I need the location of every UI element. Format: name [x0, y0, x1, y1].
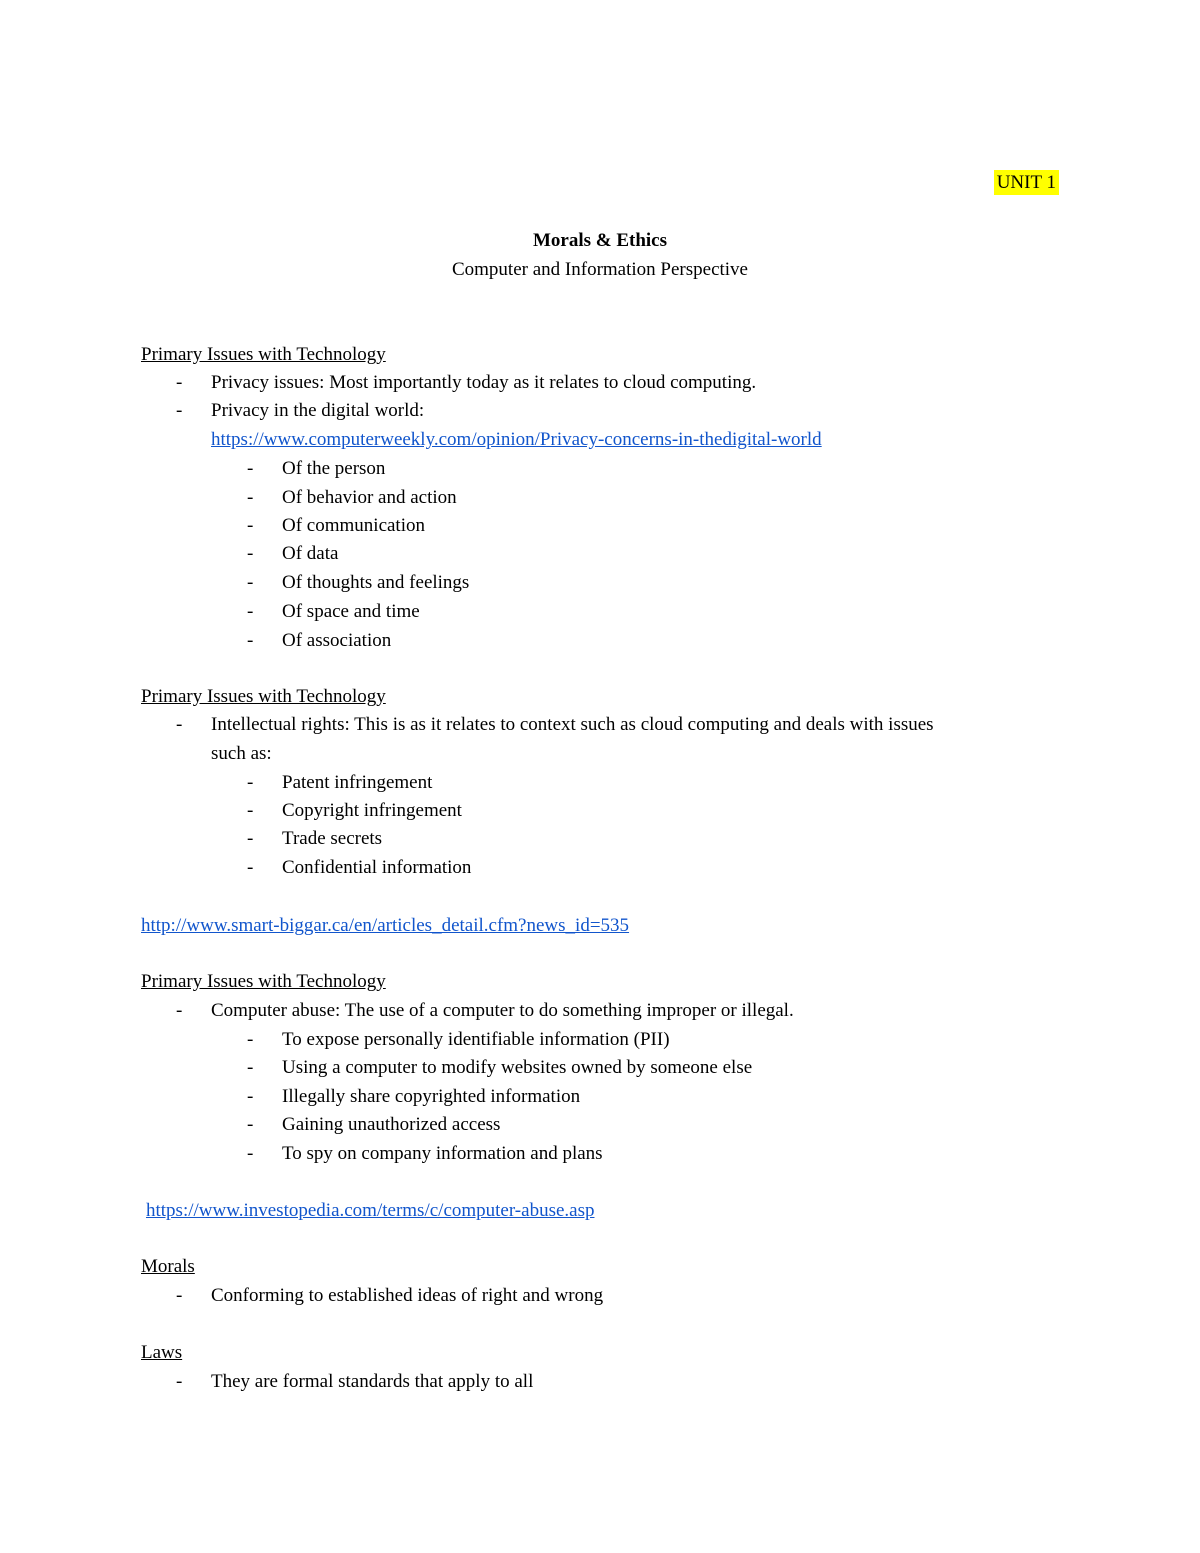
bullet-dash: -: [247, 515, 254, 536]
bullet-dash: -: [247, 828, 254, 849]
list-item-text: Of the person: [282, 458, 386, 479]
bullet-dash: -: [247, 857, 254, 878]
list-item-text: Illegally share copyrighted information: [282, 1086, 581, 1107]
list-item-text: Of data: [282, 543, 339, 564]
bullet-dash: -: [247, 630, 254, 651]
list-item-text: Of space and time: [282, 601, 420, 622]
list-item-text: To expose personally identifiable information (PII): [282, 1029, 670, 1050]
bullet-dash: -: [247, 487, 254, 508]
bullet-dash: -: [247, 1086, 254, 1107]
list-item-text-continued: such as:: [211, 743, 272, 764]
link-smart-biggar[interactable]: http://www.smart-biggar.ca/en/articles_detail.cfm?news_id=535: [141, 915, 630, 936]
bullet-dash: -: [247, 458, 254, 479]
list-item-text: Of communication: [282, 515, 425, 536]
list-item-text: Gaining unauthorized access: [282, 1114, 501, 1135]
list-item-text: Of thoughts and feelings: [282, 572, 470, 593]
bullet-dash: -: [176, 714, 183, 735]
bullet-dash: -: [247, 601, 254, 622]
list-item-text: Conforming to established ideas of right and wrong: [211, 1285, 604, 1306]
bullet-dash: -: [247, 1114, 254, 1135]
section-heading-laws: Laws: [141, 1342, 183, 1363]
list-item-text: Computer abuse: The use of a computer to do something improper or illegal.: [211, 1000, 794, 1021]
list-item-text: Trade secrets: [282, 828, 383, 849]
bullet-dash: -: [247, 1143, 254, 1164]
bullet-dash: -: [176, 1371, 183, 1392]
list-item-text: To spy on company information and plans: [282, 1143, 603, 1164]
bullet-dash: -: [247, 1057, 254, 1078]
bullet-dash: -: [247, 772, 254, 793]
list-item-text: Privacy in the digital world:: [211, 400, 425, 421]
section-heading-abuse: Primary Issues with Technology: [141, 971, 386, 992]
list-item-text: Using a computer to modify websites owned by someone else: [282, 1057, 753, 1078]
bullet-dash: -: [247, 543, 254, 564]
bullet-dash: -: [176, 400, 183, 421]
list-item-text: Of association: [282, 630, 392, 651]
bullet-dash: -: [176, 372, 183, 393]
list-item-text: Copyright infringement: [282, 800, 462, 821]
bullet-dash: -: [247, 800, 254, 821]
bullet-dash: -: [176, 1285, 183, 1306]
list-item-text: Of behavior and action: [282, 487, 457, 508]
bullet-dash: -: [176, 1000, 183, 1021]
section-heading-privacy: Primary Issues with Technology: [141, 344, 386, 365]
section-heading-morals: Morals: [141, 1256, 195, 1277]
link-investopedia[interactable]: https://www.investopedia.com/terms/c/computer-abuse.asp: [146, 1200, 595, 1221]
document-title: Morals & Ethics: [532, 230, 668, 251]
section-heading-intellectual: Primary Issues with Technology: [141, 686, 386, 707]
list-item-text: Intellectual rights: This is as it relates to context such as cloud computing and deals with issues: [211, 714, 934, 735]
link-computerweekly[interactable]: https://www.computerweekly.com/opinion/Privacy-concerns-in-thedigital-world: [211, 429, 822, 450]
document-subtitle: Computer and Information Perspective: [451, 259, 748, 280]
list-item-text: Privacy issues: Most importantly today as it relates to cloud computing.: [211, 372, 757, 393]
bullet-dash: -: [247, 1029, 254, 1050]
list-item-text: Patent infringement: [282, 772, 433, 793]
list-item-text: They are formal standards that apply to all: [211, 1371, 534, 1392]
list-item-text: Confidential information: [282, 857, 472, 878]
bullet-dash: -: [247, 572, 254, 593]
unit-label: UNIT 1: [994, 170, 1059, 195]
